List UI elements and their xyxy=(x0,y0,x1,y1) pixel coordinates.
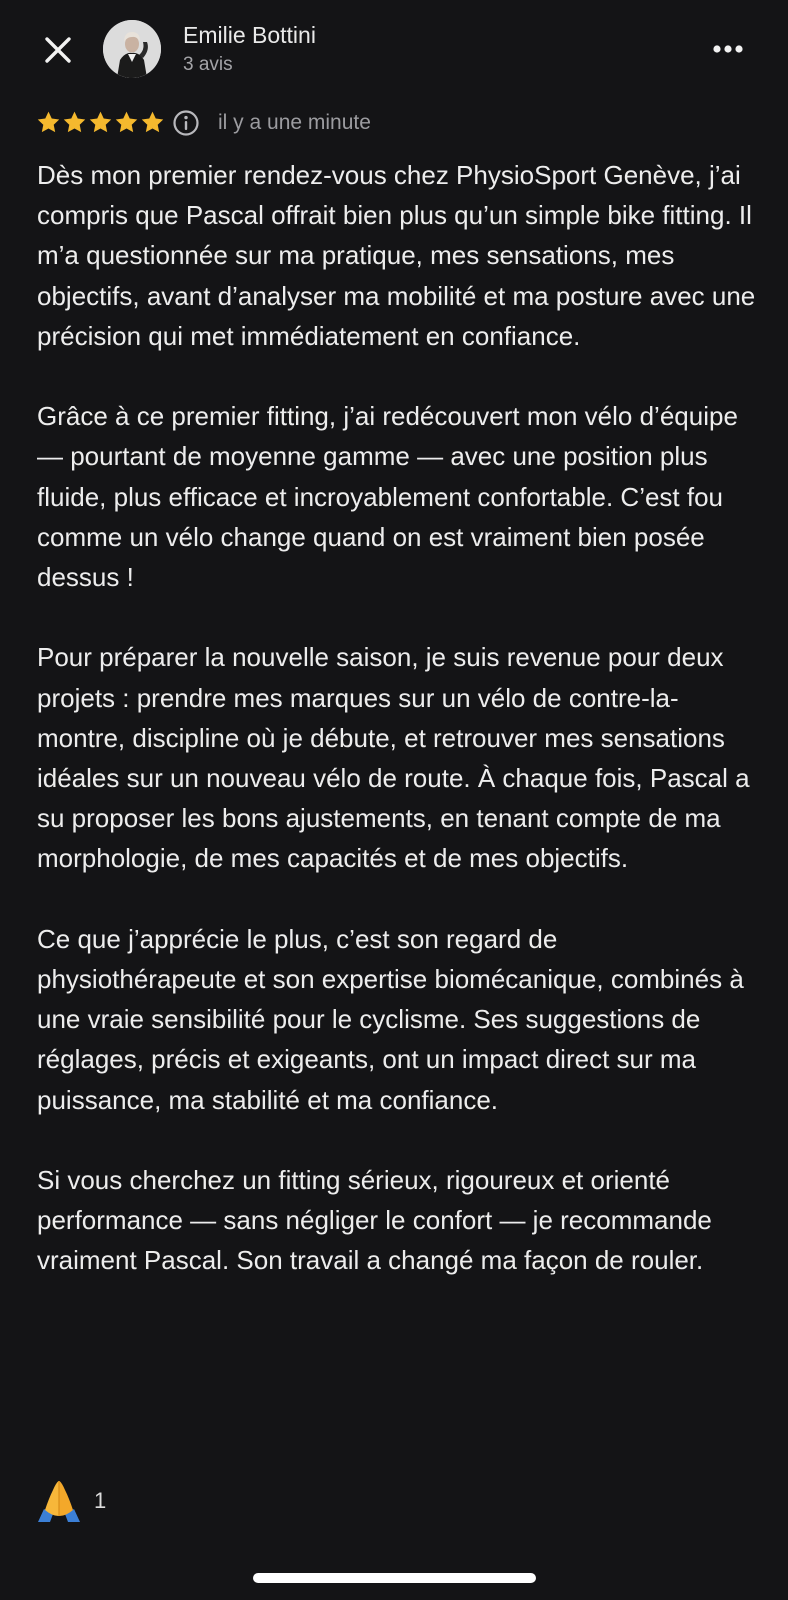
review-timestamp: il y a une minute xyxy=(218,111,371,134)
close-icon[interactable] xyxy=(40,32,76,68)
star-rating xyxy=(36,110,165,140)
review-paragraph: Ce que j’apprécie le plus, c’est son regard de physiothérapeute et son expertise biomécanique, combinés à une vraie sensibilité pour le cyclisme. Ses suggestions de réglages, précis et exigeants, ont un impact direct sur ma puissance, ma stabilité et ma confiance. xyxy=(37,923,744,1115)
reviewer-name[interactable]: Emilie Bottini xyxy=(183,22,316,48)
home-indicator[interactable] xyxy=(253,1573,536,1583)
star-icon xyxy=(36,110,61,135)
reaction-button[interactable] xyxy=(36,1478,106,1524)
review-paragraph: Pour préparer la nouvelle saison, je suis revenue pour deux projets : prendre mes marques sur un vélo de contre-la-montre, discipline où je débute, et retrouver mes sensations idéales sur un nouveau vélo de route. À chaque fois, Pascal a su proposer les bons ajustements, en tenant compte de ma morphologie, de mes capacités et de mes objectifs. xyxy=(37,642,750,874)
reaction-count: 1 xyxy=(94,1488,107,1513)
more-horizontal-icon[interactable] xyxy=(710,38,750,60)
star-icon xyxy=(62,110,87,135)
review-paragraph: Grâce à ce premier fitting, j’ai redécouvert mon vélo d’équipe — pourtant de moyenne gamme — avec une position plus fluide, plus efficace et incroyablement confortable. C’est fou comme un vélo change quand on est vraiment bien posée dessus ! xyxy=(37,401,738,593)
review-paragraph: Dès mon premier rendez-vous chez PhysioSport Genève, j’ai compris que Pascal offrait bien plus qu’un simple bike fitting. Il m’a questionnée sur ma pratique, mes sensations, mes objectifs, avant d’analyser ma mobilité et ma posture avec une précision qui met immédiatement en confiance. xyxy=(37,160,756,351)
reviewer-review-count: 3 avis xyxy=(183,54,233,75)
star-icon xyxy=(140,110,165,135)
avatar[interactable] xyxy=(103,20,161,78)
star-icon xyxy=(114,110,139,135)
folded-hands-icon xyxy=(36,1478,82,1524)
review-paragraph: Si vous cherchez un fitting sérieux, rigoureux et orienté performance — sans négliger le confort — je recommande vraiment Pascal. Son travail a changé ma façon de rouler. xyxy=(37,1165,712,1276)
info-icon[interactable] xyxy=(172,109,200,137)
review-text xyxy=(37,155,757,1281)
star-icon xyxy=(88,110,113,135)
